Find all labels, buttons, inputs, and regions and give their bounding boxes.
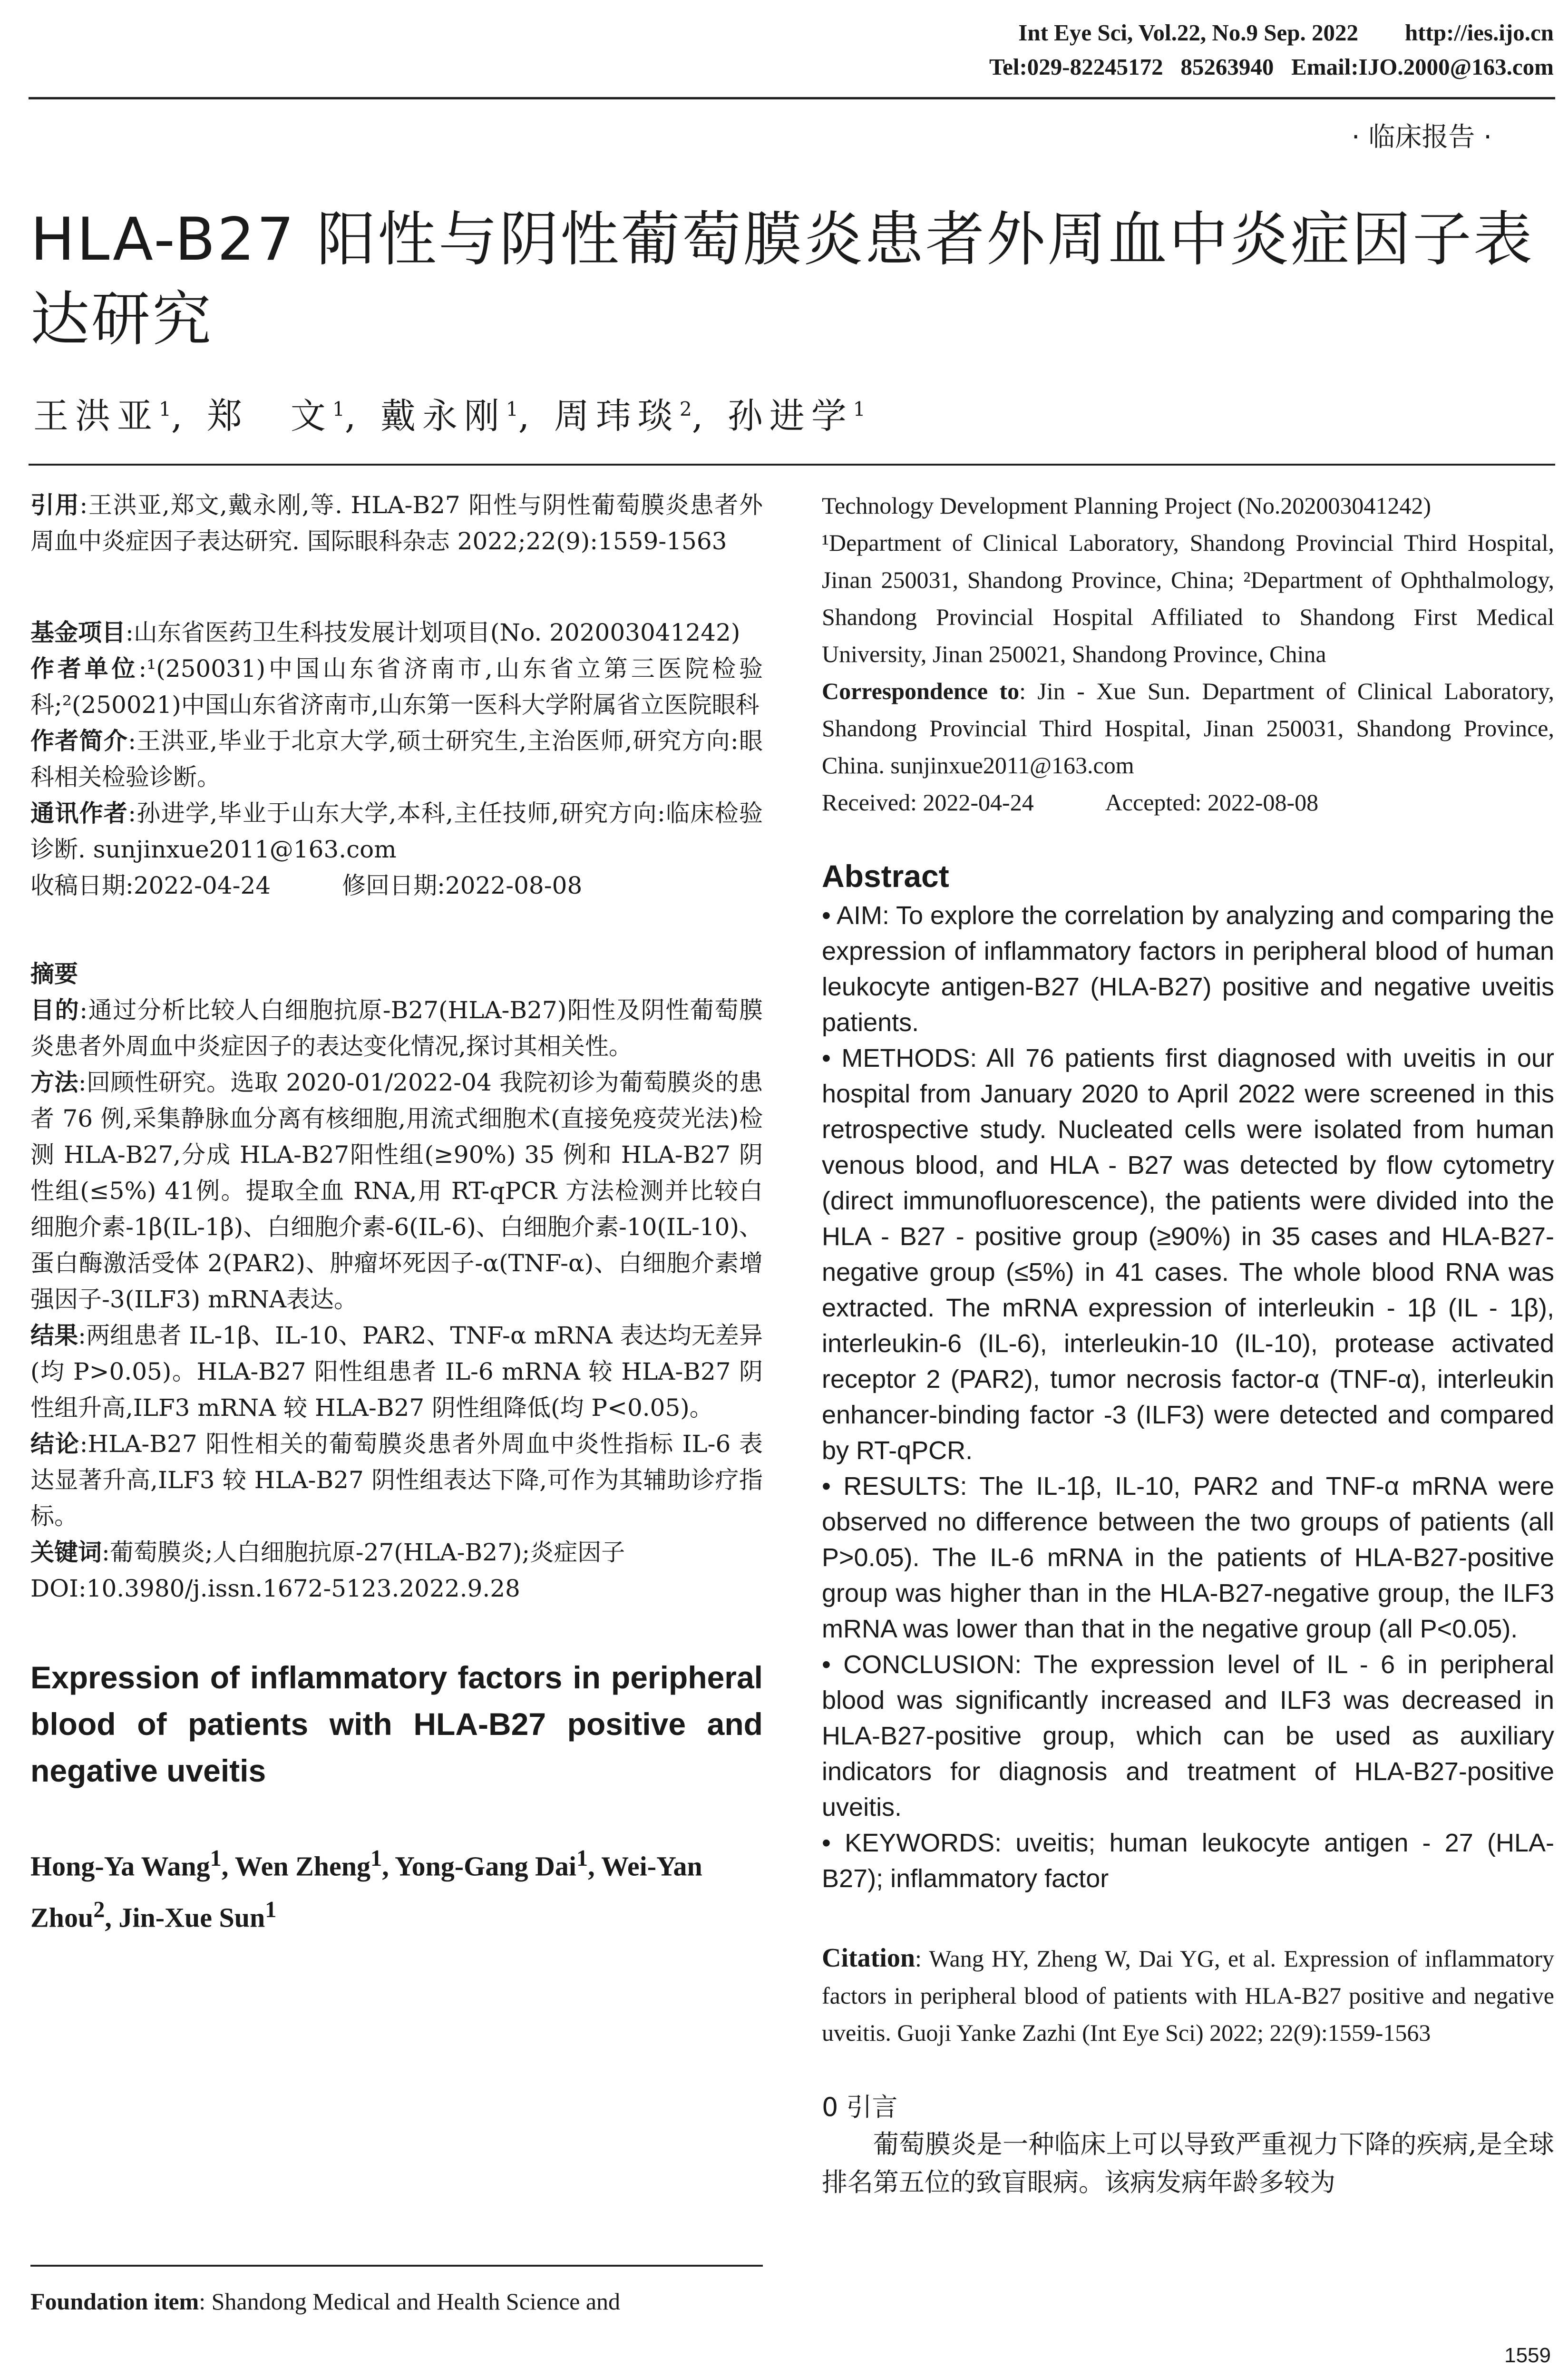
abstract-en-methods: • METHODS: All 76 patients first diagnosed with uveitis in our hospital from January 2020 to April 2022 were screened in this retrospective study. Nucleated cells were isolated from human venous blood, and HLA - B27 was detected by flow cytometry (direct immunofluorescence), the patients were divided into the HLA - B27 - positive group (≥90%) in 35 cases and HLA-B27-negative group (≤5%) in 41 cases. The whole blood RNA was extracted. The mRNA expression of interleukin - 1β (IL - 1β), interleukin-6 (IL-6), interleukin-10 (IL-10), protease activated receptor 2 (PAR2), tumor necrosis factor-α (TNF-α), interleukin enhancer-binding factor -3 (ILF3) were detected and compared by RT-qPCR. [822,1044,1554,1465]
journal-header-line2: Tel:029-82245172 85263940 Email:IJO.2000@163.com [989,54,1554,80]
intro-heading: 0 引言 [822,2092,898,2122]
doi: DOI:10.3980/j.issn.1672-5123.2022.9.28 [30,1575,520,1602]
author-bio: 作者简介:王洪亚,毕业于北京大学,硕士研究生,主治医师,研究方向:眼科相关检验诊断。 [30,727,763,791]
authors-en-rule [30,2265,763,2267]
right-column [822,487,1554,2202]
corresponding-author-cn: 通讯作者:孙进学,毕业于山东大学,本科,主任技师,研究方向:临床检验诊断. sunjinxue2011@163.com [30,799,763,863]
affiliations-en: ¹Department of Clinical Laboratory, Shandong Provincial Third Hospital, Jinan 250031, Shandong Province, China; ²Department of Ophthalmology, Shandong Provincial Hospital Affiliated to Shandong First Medical University, Jinan 250021, Shandong Province, China [822,529,1554,667]
abstract-cn-heading: 摘要 [30,960,78,988]
author-cn-affil: 1 [853,398,866,421]
corr-label: 通讯作者 [30,799,128,827]
author-cn-affil: 1 [506,398,518,421]
author-cn: 孙进学 [727,396,853,437]
bio-label: 作者简介 [30,727,128,755]
correspondence-en: Correspondence to: Jin - Xue Sun. Department of Clinical Laboratory, Shandong Provincial Third Hospital, Jinan 250031, Shandong Province, China. sunjinxue2011@163.com [822,678,1554,779]
author-cn: 周玮琰 [554,396,680,437]
fund-label: 基金项目 [30,619,126,646]
dates-cn: 收稿日期:2022-04-24 修回日期:2022-08-08 [30,872,583,899]
citation-cn: 引用:王洪亚,郑文,戴永刚,等. HLA-B27 阳性与阴性葡萄膜炎患者外周血中炎症因子表达研究. 国际眼科杂志 2022;22(9):1559-1563 [30,491,763,555]
citation-en: Citation: Wang HY, Zheng W, Dai YG, et al. Expression of inflammatory factors in peripheral blood of patients with HLA-B27 positive and negative uveitis. Guoji Yanke Zazhi (Int Eye Sci) 2022; 22(9):1559-1563 [822,1943,1554,2046]
affil-label: 作者单位 [30,655,139,682]
abstract-cn-methods: 方法:回顾性研究。选取 2020-01/2022-04 我院初诊为葡萄膜炎的患者 76 例,采集静脉血分离有核细胞,用流式细胞术(直接免疫荧光法)检测 HLA-B27,分成 HLA-B27阳性组(≥90%) 35 例和 HLA-B27 阴性组(≤5%) 41例。提取全血 RNA,用 RT-qPCR 方法检测并比较白细胞介素-1β(IL-1β)、白细胞介素-6(IL-6)、白细胞介素-10(IL-10)、蛋白酶激活受体 2(PAR2)、肿瘤坏死因子-α(TNF-α)、白细胞介素增强因子-3(ILF3) mRNA表达。 [30,1069,763,1313]
section-label: · 临床报告 · [1351,122,1492,153]
abstract-en-keywords: • KEYWORDS: uveitis; human leukocyte antigen - 27 (HLA-B27); inflammatory factor [822,1829,1554,1893]
header-rule [29,97,1555,99]
article-title-cn: HLA-B27 阳性与阴性葡萄膜炎患者外周血中炎症因子表达研究 [30,205,1534,354]
abstract-en-conclusion: • CONCLUSION: The expression level of IL - 6 in peripheral blood was significantly increased and ILF3 was decreased in HLA-B27-positive group, which can be used as auxiliary indicators for diagnosis and treatment of HLA-B27-positive uveitis. [822,1650,1554,1822]
citation-cn-label: 引用 [30,491,80,519]
abstract-cn-keywords: 关键词:葡萄膜炎;人白细胞抗原-27(HLA-B27);炎症因子 [30,1539,625,1566]
fund-item: 基金项目:山东省医药卫生科技发展计划项目(No. 202003041242) [30,619,740,646]
foundation-item: Foundation item: Shandong Medical and Health Science and [30,2288,621,2315]
abstract-cn-conclusion: 结论:HLA-B27 阳性相关的葡萄膜炎患者外周血中炎性指标 IL-6 表达显著升高,ILF3 较 HLA-B27 阴性组表达下降,可作为其辅助诊疗指标。 [30,1430,763,1530]
abstract-cn-aim: 目的:通过分析比较人白细胞抗原-B27(HLA-B27)阳性及阴性葡萄膜炎患者外周血中炎症因子的表达变化情况,探讨其相关性。 [30,996,763,1060]
author-cn: 郑 文 [206,396,332,437]
article-title-en: Expression of inflammatory factors in peripheral blood of patients with HLA-B27 positive and negative uveitis [30,1660,763,1788]
author-cn: 王洪亚 [33,396,159,437]
journal-header-line1: Int Eye Sci, Vol.22, No.9 Sep. 2022 http://ies.ijo.cn [1018,19,1554,46]
affiliations-cn: 作者单位:¹(250031)中国山东省济南市,山东省立第三医院检验科;²(250021)中国山东省济南市,山东第一医科大学附属省立医院眼科 [30,655,763,719]
received-accepted: Received: 2022-04-24 Accepted: 2022-08-08 [822,789,1319,816]
author-cn: 戴永刚 [380,396,506,437]
author-cn-affil: 1 [159,398,171,421]
authors-rule [29,464,1555,466]
abstract-cn-results: 结果:两组患者 IL-1β、IL-10、PAR2、TNF-α mRNA 表达均无差异(均 P>0.05)。HLA-B27 阳性组患者 IL-6 mRNA 较 HLA-B27 阴性组升高,ILF3 mRNA 较 HLA-B27 阴性组降低(均 P<0.05)。 [30,1322,763,1422]
abstract-en-aim: • AIM: To explore the correlation by analyzing and comparing the expression of inflammatory factors in peripheral blood of human leukocyte antigen-B27 (HLA-B27) positive and negative uveitis patients. [822,901,1554,1037]
author-cn-affil: 1 [332,398,345,421]
author-cn-affil: 2 [679,398,692,421]
authors-en: Hong-Ya Wang$^1$, Wen Zheng$^1$, Yong-Gang Dai$^1$, Wei-Yan Zhou$^2$, Jin-Xue Sun$^1$ [30,1846,702,1933]
abstract-en-results: • RESULTS: The IL-1β, IL-10, PAR2 and TNF-α mRNA were observed no difference between the two groups of patients (all P>0.05). The IL-6 mRNA in the patients of HLA-B27-positive group was higher than in the HLA-B27-negative group, the ILF3 mRNA was lower than that in the negative group (all P<0.05). [822,1472,1554,1643]
abstract-en-heading: Abstract [822,858,949,894]
left-column [30,487,763,1940]
page-number: 1559 [1504,2344,1551,2367]
foundation-item-cont: Technology Development Planning Project (No.202003041242) [822,492,1432,519]
intro-paragraph: 葡萄膜炎是一种临床上可以导致严重视力下降的疾病,是全球排名第五位的致盲眼病。该病发病年龄多较为 [822,2129,1554,2197]
authors-cn: 王洪亚$^1$, 郑 文$^1$, 戴永刚$^1$, 周玮琰$^2$, 孙进学$^1$ [33,396,866,437]
